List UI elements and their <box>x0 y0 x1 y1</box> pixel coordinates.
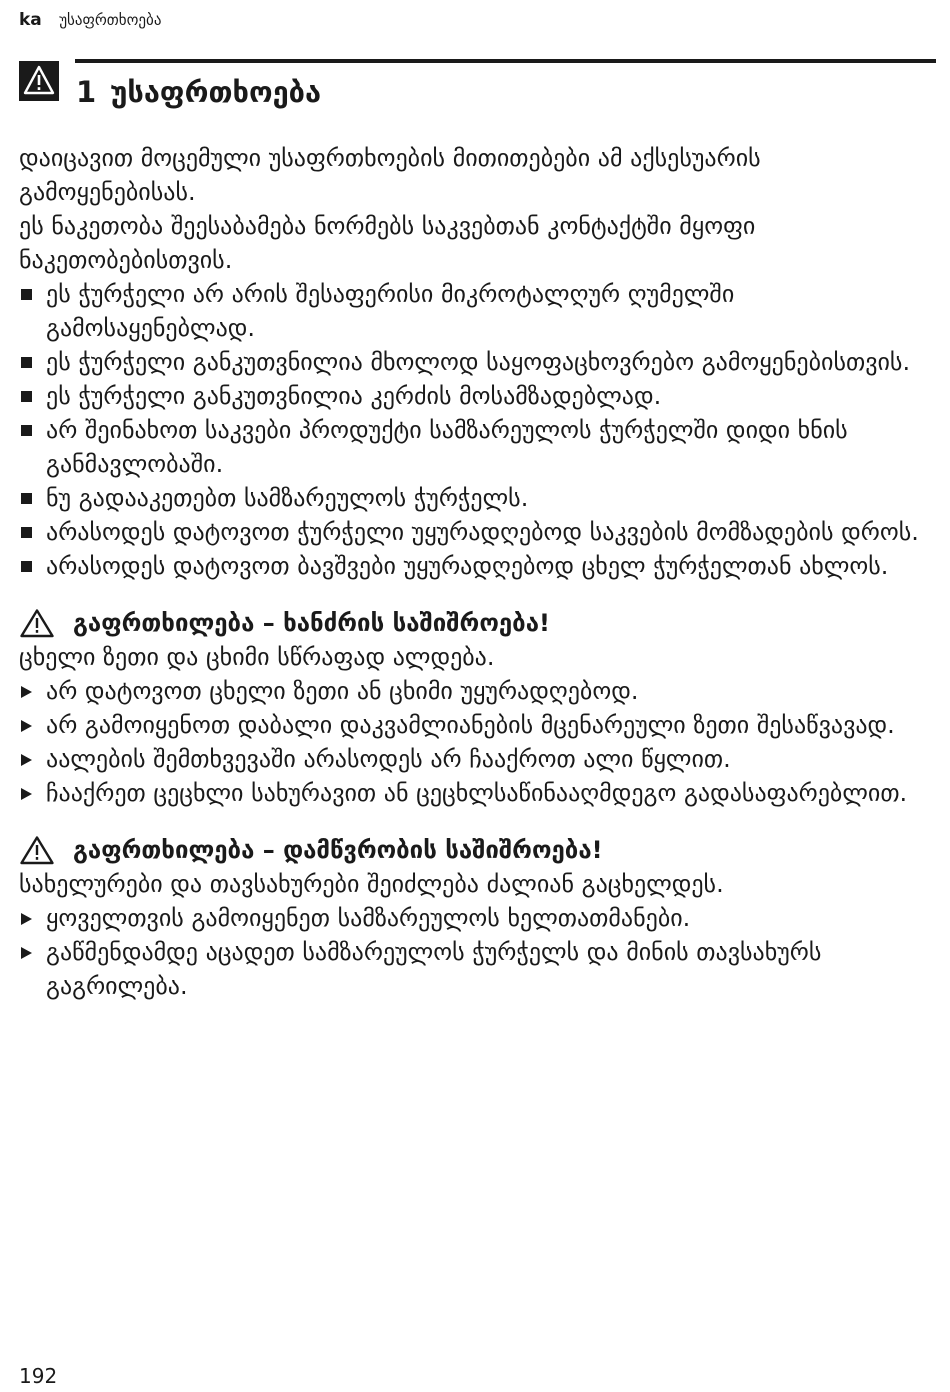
list-item-text: არასოდეს დატოვოთ ბავშვები უყურადღებოდ ცხელ ჭურჭელთან ახლოს. <box>46 552 889 580</box>
list-item-text: არ გამოიყენოთ დაბალი დაკვამლიანების მცენარეული ზეთი შესაწვავად. <box>46 711 895 739</box>
fire-warning-block <box>19 606 935 810</box>
list-item <box>19 413 935 481</box>
warning-triangle-icon <box>19 608 55 638</box>
safety-rules-list <box>19 277 935 583</box>
safety-content <box>19 141 935 1003</box>
list-item <box>19 549 935 583</box>
list-item <box>19 935 935 1003</box>
arrow-bullet-icon <box>21 913 32 925</box>
list-item <box>19 742 935 776</box>
header-section-name: უსაფრთხოება <box>59 11 162 29</box>
list-item-text: ეს ჭურჭელი არ არის შესაფერისი მიკროტალღურ ღუმელში გამოსაყენებლად. <box>46 280 735 342</box>
section-number: 1 <box>76 75 97 109</box>
square-bullet-icon <box>21 561 32 572</box>
list-item-text: ყოველთვის გამოიყენეთ სამზარეულოს ხელთათმანები. <box>46 904 691 932</box>
list-item-text: არ შეინახოთ საკვები პროდუქტი სამზარეულოს ჭურჭელში დიდი ხნის განმავლობაში. <box>46 416 848 478</box>
warning-text: სახელურები და თავსახურები შეიძლება ძალიან გაცხელდეს. <box>19 870 724 898</box>
page-header <box>19 8 161 32</box>
warning-heading-text: გაფრთხილება – ხანძრის საშიშროება! <box>73 609 550 637</box>
list-item <box>19 901 935 935</box>
square-bullet-icon <box>21 357 32 368</box>
arrow-bullet-icon <box>21 947 32 959</box>
warning-triangle-icon <box>19 61 59 101</box>
warning-text: ცხელი ზეთი და ცხიმი სწრაფად ალდება. <box>19 643 495 671</box>
square-bullet-icon <box>21 527 32 538</box>
list-item <box>19 515 935 549</box>
section-title-text: უსაფრთხოება <box>110 75 322 109</box>
list-item <box>19 708 935 742</box>
list-item-text: არასოდეს დატოვოთ ჭურჭელი უყურადღებოდ საკვების მომზადების დროს. <box>46 518 919 546</box>
list-item-text: ჩააქრეთ ცეცხლი სახურავით ან ცეცხლსაწინააღმდეგო გადასაფარებლით. <box>46 779 908 807</box>
intro-paragraph: ეს ნაკეთობა შეესაბამება ნორმებს საკვებთან კონტაქტში მყოფი ნაკეთობებისთვის. <box>19 212 756 274</box>
list-item <box>19 379 935 413</box>
list-item <box>19 345 935 379</box>
list-item-text: ეს ჭურჭელი განკუთვნილია კერძის მოსამზადებლად. <box>46 382 662 410</box>
list-item <box>19 776 935 810</box>
square-bullet-icon <box>21 425 32 436</box>
burn-warning-block <box>19 833 935 1003</box>
arrow-bullet-icon <box>21 788 32 800</box>
page-number: 192 <box>19 1364 58 1388</box>
warning-steps-list <box>19 674 935 810</box>
list-item <box>19 277 935 345</box>
list-item <box>19 674 935 708</box>
heading-rule <box>75 59 936 63</box>
list-item-text: აალების შემთხვევაში არასოდეს არ ჩააქროთ ალი წყლით. <box>46 745 731 773</box>
arrow-bullet-icon <box>21 720 32 732</box>
warning-heading <box>19 833 935 867</box>
language-code: ka <box>19 10 42 30</box>
warning-heading-text: გაფრთხილება – დამწვრობის საშიშროება! <box>73 836 603 864</box>
list-item-text: ეს ჭურჭელი განკუთვნილია მხოლოდ საყოფაცხოვრებო გამოყენებისთვის. <box>46 348 911 376</box>
arrow-bullet-icon <box>21 754 32 766</box>
list-item-text: ნუ გადააკეთებთ სამზარეულოს ჭურჭელს. <box>46 484 529 512</box>
warning-steps-list <box>19 901 935 1003</box>
page-title <box>76 72 321 112</box>
square-bullet-icon <box>21 289 32 300</box>
list-item <box>19 481 935 515</box>
warning-triangle-icon <box>19 835 55 865</box>
square-bullet-icon <box>21 391 32 402</box>
list-item-text: არ დატოვოთ ცხელი ზეთი ან ცხიმი უყურადღებოდ. <box>46 677 639 705</box>
square-bullet-icon <box>21 493 32 504</box>
warning-heading <box>19 606 935 640</box>
intro-paragraph: დაიცავით მოცემული უსაფრთხოების მითითებები ამ აქსესუარის გამოყენებისას. <box>19 144 761 206</box>
arrow-bullet-icon <box>21 686 32 698</box>
list-item-text: გაწმენდამდე აცადეთ სამზარეულოს ჭურჭელს და მინის თავსახურს გაგრილება. <box>46 938 822 1000</box>
